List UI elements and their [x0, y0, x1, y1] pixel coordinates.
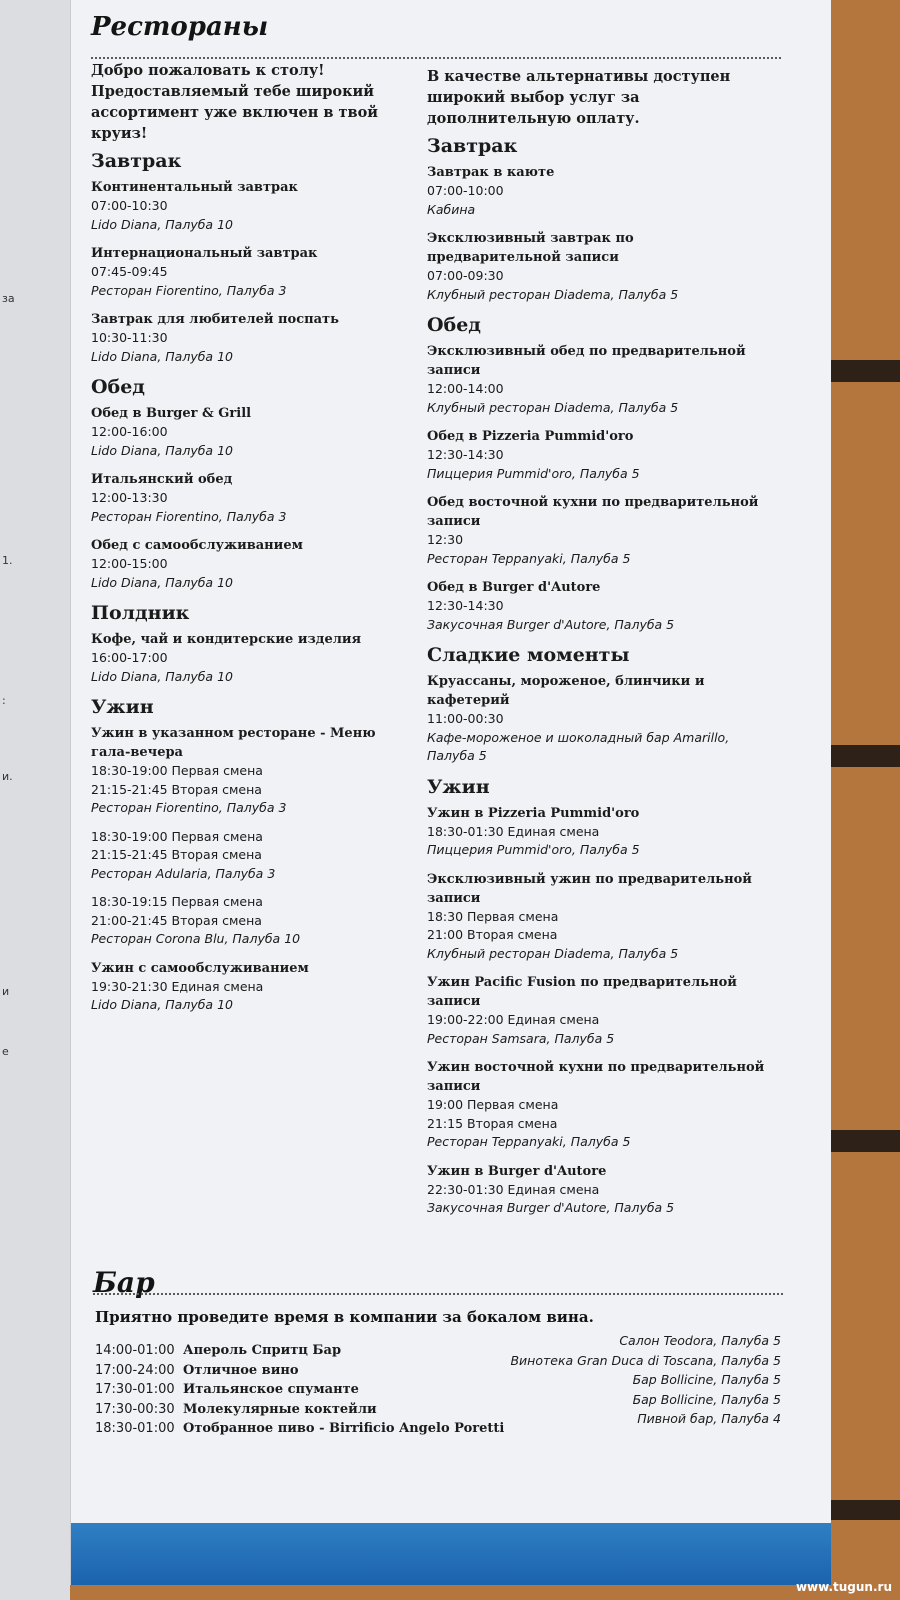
entry-name: Континентальный завтрак: [91, 180, 298, 195]
entry-time: 12:00-15:00: [91, 556, 168, 571]
entry-time: 16:00-17:00: [91, 650, 168, 665]
entry-name: Интернациональный завтрак: [91, 246, 318, 261]
restaurants-divider: [91, 57, 781, 59]
entry-location: Lido Diana, Палуба 10: [91, 574, 233, 590]
entry-time: 10:30-11:30: [91, 330, 168, 345]
menu-entry: [91, 630, 409, 686]
section-title: Завтрак: [91, 150, 182, 172]
entry-location: Lido Diana, Палуба 10: [91, 997, 233, 1012]
bar-location: Бар Bollicine, Палуба 5: [632, 1372, 781, 1387]
entry-location: Кафе-мороженое и шоколадный бар Amarillo, Палуба 5: [427, 729, 730, 763]
section-title: Сладкие моменты: [427, 644, 630, 666]
entry-name: Итальянский обед: [91, 472, 233, 487]
menu-entry: [427, 672, 772, 766]
menu-entry: [427, 229, 772, 304]
entry-location: Lido Diana, Палуба 10: [91, 216, 233, 232]
entry-time: 19:30-21:30 Единая смена: [91, 978, 264, 994]
entry-time: 18:30-19:00 Первая смена: [91, 763, 263, 778]
bar-row: [95, 1363, 515, 1383]
entry-name: Обед в Burger & Grill: [91, 406, 252, 421]
entry-location: Пиццерия Pummid'oro, Палуба 5: [427, 842, 640, 857]
section-title: Ужин: [91, 696, 154, 718]
menu-entry: [91, 724, 409, 818]
sheet-fragment: 1.: [2, 554, 13, 567]
entry-name: Обед в Pizzeria Pummid'oro: [427, 429, 634, 444]
menu-entry: [91, 893, 409, 949]
bar-locations: [461, 1333, 781, 1431]
entry-location: Lido Diana, Палуба 10: [91, 348, 233, 364]
section-title: Обед: [91, 376, 145, 398]
brand-band: [71, 1523, 831, 1585]
entry-name: Эксклюзивный ужин по предварительной записи: [427, 871, 752, 906]
entry-location: Клубный ресторан Diadema, Палуба 5: [427, 945, 679, 961]
folded-sheet-left: [0, 0, 70, 1600]
entry-time: 18:30-01:30 Единая смена: [427, 823, 600, 839]
entry-time: 12:30: [427, 532, 464, 547]
entry-name: Ужин в указанном ресторане - Меню гала-вечера: [91, 726, 376, 760]
entry-time: 12:30-14:30: [427, 598, 504, 613]
entry-location: Ресторан Fiorentino, Палуба 3: [91, 282, 287, 298]
bar-subtitle: Приятно проведите время в компании за бокалом вина.: [95, 1308, 594, 1326]
entry-time: 07:45-09:45: [91, 264, 168, 279]
bar-name: Апероль Спритц Бар: [183, 1343, 342, 1358]
entry-location: Ресторан Teppanyaki, Палуба 5: [427, 1134, 631, 1149]
sheet-fragment: и: [2, 985, 10, 998]
entry-time: 07:00-10:00: [427, 183, 504, 198]
restaurants-heading: Рестораны: [91, 12, 269, 42]
entry-location: Пиццерия Pummid'oro, Палуба 5: [427, 465, 640, 481]
bar-name: Отобранное пиво - Birrificio Angelo Poretti: [183, 1421, 505, 1436]
entry-time: 21:15-21:45 Вторая смена: [91, 781, 262, 797]
entry-name: Ужин Pacific Fusion по предварительной записи: [427, 975, 737, 1009]
menu-entry: [91, 828, 409, 884]
entry-location: Ресторан Teppanyaki, Палуба 5: [427, 550, 631, 566]
bar-divider: [93, 1293, 783, 1295]
sheet-fragment: е: [2, 1045, 9, 1058]
entry-name: Ужин восточной кухни по предварительной записи: [427, 1060, 765, 1094]
entry-time: 21:00-21:45 Вторая смена: [91, 912, 262, 928]
entry-name: Завтрак для любителей поспать: [91, 312, 339, 327]
entry-name: Эксклюзивный завтрак по предварительной записи: [427, 231, 634, 265]
entry-time: 19:00-22:00 Единая смена: [427, 1012, 600, 1027]
menu-entry: [91, 536, 409, 592]
included-intro: Добро пожаловать к столу!Предоставляемый тебе широкий ассортимент уже включен в твой круиз!: [91, 62, 379, 142]
bar-location: Бар Bollicine, Палуба 5: [632, 1391, 781, 1407]
entry-name: Ужин с самообслуживанием: [91, 960, 309, 976]
entry-time: 12:30-14:30: [427, 447, 504, 462]
entry-time: 12:00-13:30: [91, 490, 168, 505]
menu-entry: [427, 342, 772, 417]
sheet-fragment: и.: [2, 770, 13, 783]
entry-name: Обед с самообслуживанием: [91, 538, 303, 553]
entry-name: Ужин в Burger d'Autore: [427, 1163, 607, 1179]
included-column: [91, 60, 409, 1025]
entry-time: 21:15 Вторая смена: [427, 1115, 558, 1131]
menu-entry: [91, 470, 409, 526]
entry-location: Клубный ресторан Diadema, Палуба 5: [427, 286, 679, 302]
entry-location: Закусочная Burger d'Autore, Палуба 5: [427, 616, 675, 632]
entry-location: Lido Diana, Палуба 10: [91, 442, 233, 458]
entry-time: 07:00-09:30: [427, 268, 504, 283]
entry-time: 11:00-00:30: [427, 711, 504, 726]
menu-entry: [427, 1058, 772, 1152]
entry-time: 21:15-21:45 Вторая смена: [91, 847, 262, 862]
entry-time: 19:00 Первая смена: [427, 1097, 559, 1112]
bar-heading: Бар: [93, 1266, 155, 1299]
section-title: Обед: [427, 314, 481, 336]
entry-location: Ресторан Corona Blu, Палуба 10: [91, 931, 301, 946]
entry-location: Ресторан Fiorentino, Палуба 3: [91, 508, 287, 524]
menu-entry: [427, 870, 772, 964]
entry-time: 12:00-16:00: [91, 424, 168, 439]
menu-entry: [427, 804, 772, 860]
entry-location: Ресторан Fiorentino, Палуба 3: [91, 800, 287, 815]
menu-entry: [427, 578, 772, 634]
bar-time: 17:30-00:30: [95, 1401, 175, 1417]
bar-row: [95, 1343, 515, 1363]
entry-time: 12:00-14:00: [427, 381, 504, 396]
menu-entry: [91, 310, 409, 366]
bar-name: Итальянское спуманте: [183, 1382, 359, 1397]
bar-schedule: [95, 1343, 515, 1441]
bar-location: Винотека Gran Duca di Toscana, Палуба 5: [510, 1352, 781, 1368]
section-title: Ужин: [427, 775, 490, 798]
entry-time: 21:00 Вторая смена: [427, 927, 558, 942]
entry-time: 22:30-01:30 Единая смена: [427, 1181, 600, 1197]
entry-time: 18:30-19:15 Первая смена: [91, 894, 263, 909]
entry-time: 18:30-19:00 Первая смена: [91, 828, 263, 844]
menu-page: [70, 0, 831, 1585]
bar-name: Молекулярные коктейли: [183, 1401, 377, 1417]
entry-location: Клубный ресторан Diadema, Палуба 5: [427, 399, 679, 415]
bar-name: Отличное вино: [183, 1362, 299, 1378]
entry-location: Кабина: [427, 201, 476, 217]
entry-name: Кофе, чай и кондитерские изделия: [91, 632, 362, 647]
entry-name: Круассаны, мороженое, блинчики и кафетерий: [427, 674, 705, 708]
sheet-fragment: за: [2, 292, 15, 305]
sheet-fragment: :: [2, 694, 6, 707]
section-title: Полдник: [91, 602, 190, 624]
bar-location: Салон Teodora, Палуба 5: [619, 1333, 781, 1348]
entry-location: Lido Diana, Палуба 10: [91, 668, 233, 684]
bar-time: 14:00-01:00: [95, 1343, 175, 1358]
menu-entry: [427, 973, 772, 1048]
bar-location: Пивной бар, Палуба 4: [637, 1411, 781, 1426]
entry-time: 18:30 Первая смена: [427, 908, 559, 924]
menu-entry: [91, 244, 409, 300]
menu-entry: [91, 959, 409, 1015]
entry-location: Закусочная Burger d'Autore, Палуба 5: [427, 1200, 675, 1215]
entry-name: Ужин в Pizzeria Pummid'oro: [427, 805, 640, 821]
bar-time: 17:30-01:00: [95, 1382, 175, 1397]
bar-row: [95, 1421, 515, 1441]
entry-name: Обед восточной кухни по предварительной записи: [427, 495, 759, 529]
extra-cost-column: [427, 66, 772, 1228]
watermark: www.tugun.ru: [795, 1580, 892, 1594]
entry-location: Ресторан Adularia, Палуба 3: [91, 865, 276, 881]
entry-name: Завтрак в каюте: [427, 165, 555, 180]
menu-entry: [427, 493, 772, 568]
entry-name: Обед в Burger d'Autore: [427, 580, 601, 595]
bar-time: 18:30-01:00: [95, 1421, 175, 1436]
menu-entry: [427, 1162, 772, 1218]
entry-time: 07:00-10:30: [91, 198, 168, 213]
section-title: Завтрак: [427, 135, 518, 157]
menu-entry: [427, 163, 772, 219]
entry-location: Ресторан Samsara, Палуба 5: [427, 1030, 615, 1046]
bar-row: [95, 1402, 515, 1422]
extra-cost-intro: В качестве альтернативы доступен широкий выбор услуг за дополнительную оплату.: [427, 68, 731, 127]
menu-entry: [427, 427, 772, 483]
menu-entry: [91, 404, 409, 460]
menu-entry: [91, 178, 409, 234]
entry-name: Эксклюзивный обед по предварительной записи: [427, 344, 746, 378]
bar-time: 17:00-24:00: [95, 1362, 175, 1378]
bar-row: [95, 1382, 515, 1402]
